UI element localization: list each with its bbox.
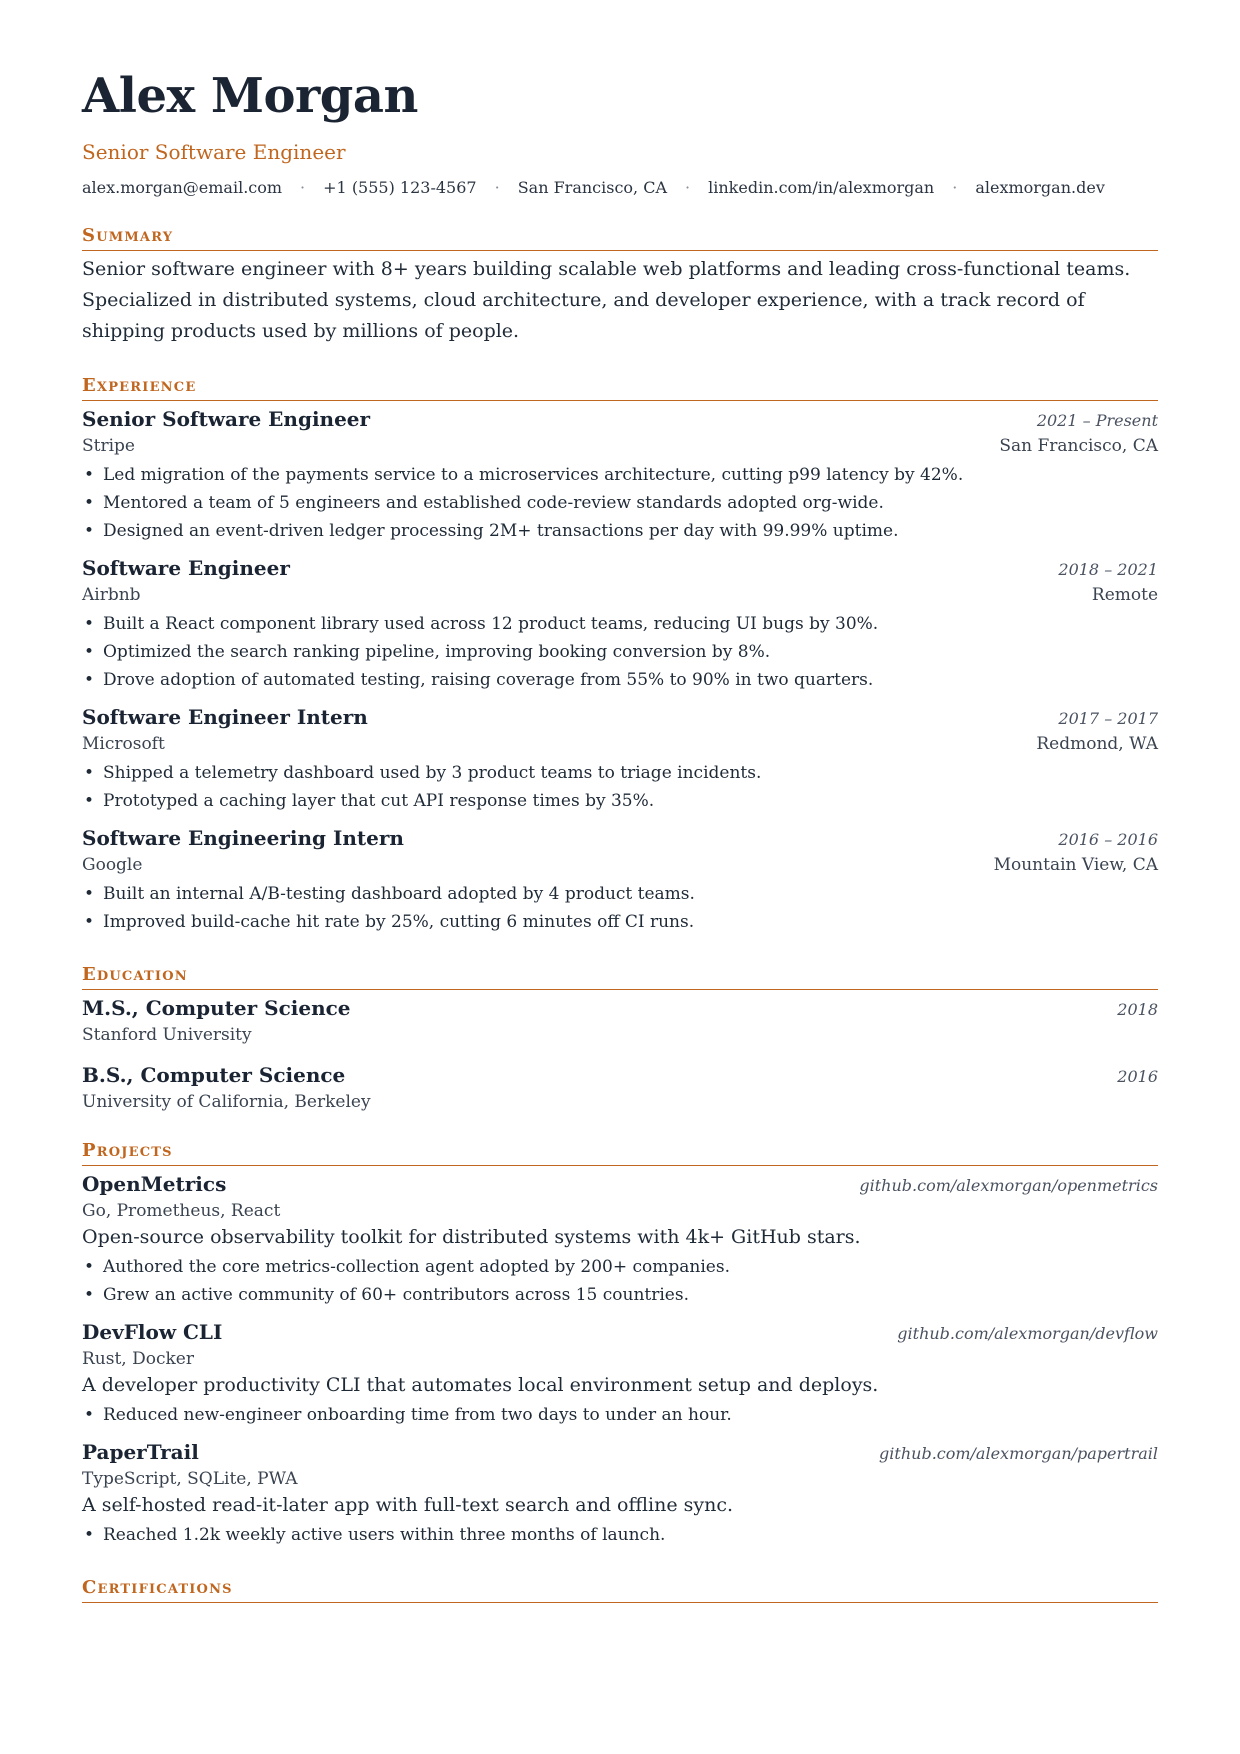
section-education-title: Education (82, 964, 1158, 990)
projects-list (82, 1172, 1158, 1549)
job-location: Redmond, WA (1036, 734, 1158, 754)
degree: B.S., Computer Science (82, 1063, 346, 1087)
project-stack: TypeScript, SQLite, PWA (82, 1469, 298, 1489)
project-description: Open-source observability toolkit for distributed systems with 4k+ GitHub stars. (82, 1226, 861, 1248)
education-entry (82, 1063, 1158, 1112)
contact-location: San Francisco, CA (517, 178, 668, 197)
summary-text: Senior software engineer with 8+ years building scalable web platforms and leading cross-functional teams. Specialized in distributed systems, cloud architecture, and developer experience, with a track record of shipping products used by millions of people. (82, 258, 1131, 342)
job-role: Software Engineering Intern (82, 826, 404, 850)
job-dates: 2016 – 2016 (1058, 830, 1158, 849)
experience-entry (82, 407, 1158, 545)
section-summary-title: Summary (82, 225, 1158, 251)
project-link[interactable]: github.com/alexmorgan/devflow (897, 1324, 1158, 1343)
bullet-item: • Optimized the search ranking pipeline, improving booking conversion by 8%. (82, 638, 1158, 666)
job-role: Senior Software Engineer (82, 407, 371, 431)
bullet-item: • Built an internal A/B-testing dashboard adopted by 4 product teams. (82, 880, 1158, 908)
graduation-year: 2018 (1117, 1000, 1158, 1019)
bullet-item: • Designed an event-driven ledger processing 2M+ transactions per day with 99.99% uptime. (82, 517, 1158, 545)
bullet-item: • Grew an active community of 60+ contributors across 15 countries. (82, 1281, 1158, 1309)
project-description: A developer productivity CLI that automates local environment setup and deploys. (82, 1374, 879, 1396)
contact-phone[interactable]: +1 (555) 123-4567 (323, 178, 477, 197)
contact-email[interactable]: alex.morgan@email.com (82, 178, 283, 197)
contact-website[interactable]: alexmorgan.dev (975, 178, 1105, 197)
candidate-name: Alex Morgan (82, 68, 418, 124)
project-name: PaperTrail (82, 1440, 199, 1464)
bullet-item: • Shipped a telemetry dashboard used by 3 product teams to triage incidents. (82, 759, 1158, 787)
contact-separator: · (494, 178, 500, 197)
job-dates: 2018 – 2021 (1058, 560, 1158, 579)
job-bullets (82, 880, 1158, 936)
experience-entry (82, 826, 1158, 936)
bullet-item: • Authored the core metrics-collection agent adopted by 200+ companies. (82, 1253, 1158, 1281)
bullet-item: • Drove adoption of automated testing, raising coverage from 55% to 90% in two quarters. (82, 666, 1158, 694)
job-bullets (82, 610, 1158, 694)
degree: M.S., Computer Science (82, 996, 351, 1020)
experience-list (82, 407, 1158, 936)
project-bullets (82, 1253, 1158, 1309)
job-company: Airbnb (82, 585, 141, 605)
job-location: Remote (1091, 585, 1158, 605)
project-entry (82, 1320, 1158, 1429)
bullet-item: • Prototyped a caching layer that cut API response times by 35%. (82, 787, 1158, 815)
experience-entry (82, 556, 1158, 694)
contact-separator: · (685, 178, 691, 197)
bullet-item: • Built a React component library used across 12 product teams, reducing UI bugs by 30%. (82, 610, 1158, 638)
job-location: Mountain View, CA (993, 855, 1158, 875)
section-certifications-title: Certifications (82, 1577, 1158, 1603)
project-description: A self-hosted read-it-later app with full-text search and offline sync. (82, 1494, 734, 1516)
project-entry (82, 1440, 1158, 1549)
project-name: DevFlow CLI (82, 1320, 223, 1344)
project-link[interactable]: github.com/alexmorgan/papertrail (879, 1444, 1158, 1463)
contact-separator: · (300, 178, 306, 197)
job-bullets (82, 759, 1158, 815)
project-entry (82, 1172, 1158, 1309)
section-experience-title: Experience (82, 375, 1158, 401)
school: Stanford University (82, 1025, 252, 1045)
project-link[interactable]: github.com/alexmorgan/openmetrics (859, 1176, 1158, 1195)
job-role: Software Engineer Intern (82, 705, 368, 729)
project-stack: Rust, Docker (82, 1349, 194, 1369)
candidate-title: Senior Software Engineer (82, 140, 346, 164)
section-projects-title: Projects (82, 1140, 1158, 1166)
bullet-item: • Reduced new-engineer onboarding time from two days to under an hour. (82, 1401, 1158, 1429)
bullet-item: • Mentored a team of 5 engineers and established code-review standards adopted org-wide. (82, 489, 1158, 517)
contact-separator: · (952, 178, 958, 197)
job-location: San Francisco, CA (999, 436, 1158, 456)
school: University of California, Berkeley (82, 1092, 371, 1112)
education-entry (82, 996, 1158, 1045)
job-company: Microsoft (82, 734, 165, 754)
graduation-year: 2016 (1117, 1067, 1158, 1086)
bullet-item: • Improved build-cache hit rate by 25%, cutting 6 minutes off CI runs. (82, 908, 1158, 936)
contact-linkedin[interactable]: linkedin.com/in/alexmorgan (708, 178, 935, 197)
job-dates: 2021 – Present (1036, 411, 1158, 430)
project-bullets (82, 1521, 1158, 1549)
experience-entry (82, 705, 1158, 815)
bullet-item: • Reached 1.2k weekly active users within three months of launch. (82, 1521, 1158, 1549)
bullet-item: • Led migration of the payments service to a microservices architecture, cutting p99 latency by 42%. (82, 461, 1158, 489)
project-bullets (82, 1401, 1158, 1429)
job-company: Google (82, 855, 143, 875)
job-dates: 2017 – 2017 (1058, 709, 1158, 728)
project-stack: Go, Prometheus, React (82, 1201, 281, 1221)
education-list (82, 996, 1158, 1112)
job-company: Stripe (82, 436, 135, 456)
job-bullets (82, 461, 1158, 545)
contact-line (82, 178, 1158, 197)
project-name: OpenMetrics (82, 1172, 227, 1196)
job-role: Software Engineer (82, 556, 290, 580)
